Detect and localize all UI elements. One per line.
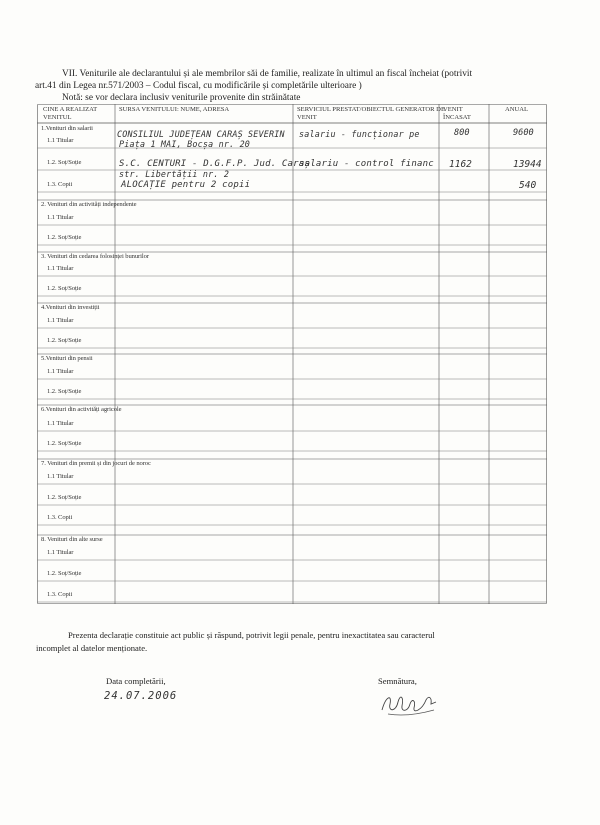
section-heading-line2: art.41 din Legea nr.571/2003 – Codul fiscal, cu modificările și completările ulterioare )	[35, 81, 362, 91]
salary-source-spouse-address: str. Libertății nr. 2	[119, 169, 230, 179]
income-row-label: 1.1 Titular	[47, 368, 74, 375]
signature-label: Semnătura,	[378, 676, 417, 686]
income-row-label: 1.2. Soț/Soție	[47, 159, 82, 166]
column-header-service: SERVICIUL PRESTAT/OBIECTUL GENERATOR DE VENIT	[297, 106, 445, 121]
income-row-label: 1.2. Soț/Soție	[47, 337, 82, 344]
completion-date-label: Data completării,	[106, 676, 166, 686]
income-section-title: 7. Venituri din premii și din jocuri de noroc	[41, 460, 151, 467]
income-section-title: 2. Venituri din activități independente	[41, 201, 137, 208]
income-section-title: 6.Venituri din activități agricole	[41, 406, 122, 413]
salary-income-holder: 800	[454, 128, 470, 138]
column-header-who: CINE A REALIZAT VENITUL	[43, 106, 98, 121]
income-row-label: 1.2. Soț/Soție	[47, 494, 82, 501]
salary-annual-holder: 9600	[513, 128, 534, 138]
income-row-label: 1.1 Titular	[47, 420, 74, 427]
income-row-label: 1.3. Copii	[47, 181, 73, 188]
income-row-label: 1.2. Soț/Soție	[47, 570, 82, 577]
income-row-label: 1.2. Soț/Soție	[47, 234, 82, 241]
income-row-label: 1.3. Copii	[47, 514, 73, 521]
table-grid-lines	[37, 104, 547, 604]
income-row-label: 1.2. Soț/Soție	[47, 440, 82, 447]
income-table	[37, 104, 547, 604]
income-section-title: 1.Venituri din salarii	[41, 125, 93, 132]
handwritten-signature	[376, 686, 446, 720]
column-header-annual: ANUAL	[505, 106, 529, 113]
income-section-title: 8. Venituri din alte surse	[41, 536, 103, 543]
salary-service-spouse: salariu - control financ	[299, 159, 434, 169]
salary-source-holder-address: Piața 1 MAI, Bocșa nr. 20	[119, 139, 251, 149]
declaration-statement-line2: incomplet al datelor menționate.	[36, 643, 148, 653]
allowance-annual-children: 540	[519, 180, 537, 191]
income-section-title: 3. Venituri din cedarea folosinței bunurilor	[41, 253, 149, 260]
salary-source-holder: CONSILIUL JUDEȚEAN CARAȘ SEVERIN	[117, 129, 285, 139]
foreign-income-note: Notă: se vor declara inclusiv veniturile provenite din străinătate	[62, 93, 301, 103]
income-section-title: 4.Venituri din investiții	[41, 304, 100, 311]
income-row-label: 1.1 Titular	[47, 473, 74, 480]
section-heading-line1: VII. Veniturile ale declarantului și ale membrilor săi de familie, realizate în ultimul an fiscal încheiat (potrivit	[62, 69, 473, 79]
income-row-label: 1.1 Titular	[47, 137, 74, 144]
completion-date-value: 24.07.2006	[104, 690, 178, 702]
income-row-label: 1.1 Titular	[47, 214, 74, 221]
salary-income-spouse: 1162	[449, 159, 472, 170]
income-row-label: 1.2. Soț/Soție	[47, 285, 82, 292]
income-row-label: 1.1 Titular	[47, 265, 74, 272]
declaration-statement-line1: Prezenta declarație constituie act public și răspund, potrivit legii penale, pentru inexactitatea sau caracterul	[68, 630, 435, 640]
salary-source-spouse: S.C. CENTURI - D.G.F.P. Jud. Caraș	[119, 159, 311, 169]
income-row-label: 1.1 Titular	[47, 317, 74, 324]
column-header-income: VENIT ÎNCASAT	[443, 106, 471, 121]
income-row-label: 1.2. Soț/Soție	[47, 388, 82, 395]
salary-service-holder: salariu - funcționar pe	[299, 129, 420, 139]
income-section-title: 5.Venituri din pensii	[41, 355, 93, 362]
salary-annual-spouse: 13944	[513, 159, 542, 170]
income-row-label: 1.1 Titular	[47, 549, 74, 556]
income-row-label: 1.3. Copii	[47, 591, 73, 598]
allowance-source-children: ALOCAȚIE pentru 2 copii	[121, 180, 251, 190]
column-header-source: SURSA VENITULUI: NUME, ADRESA	[119, 106, 230, 113]
